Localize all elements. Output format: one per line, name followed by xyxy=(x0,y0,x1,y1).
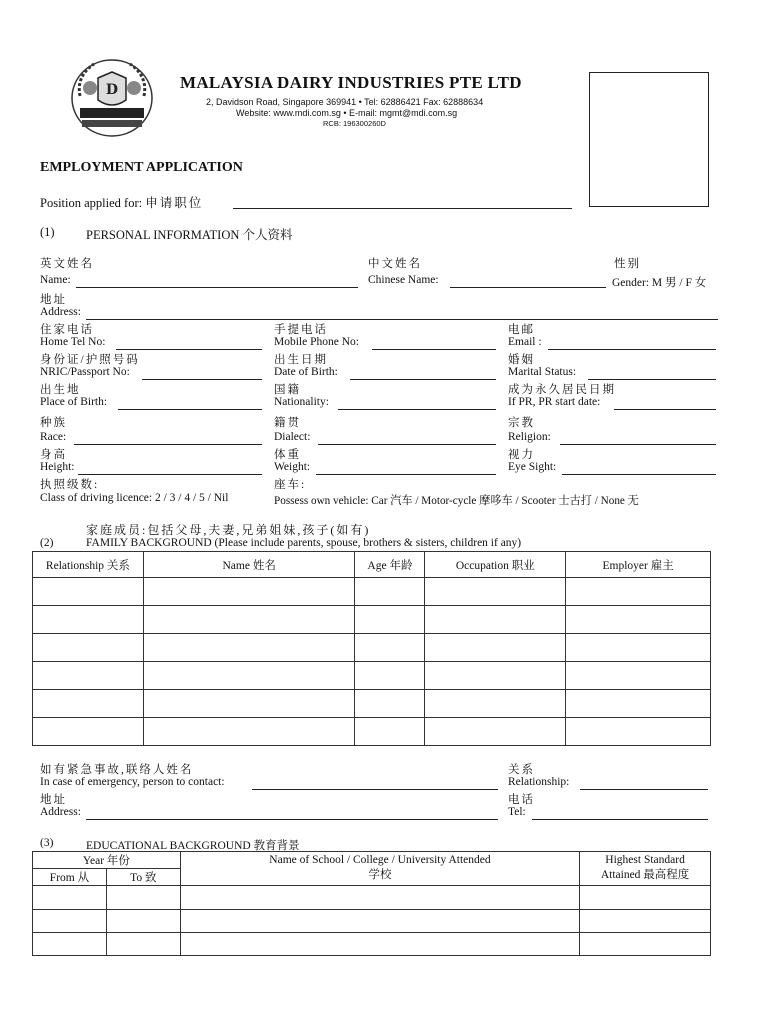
chinese-name-label: Chinese Name: xyxy=(368,274,439,286)
table-row[interactable] xyxy=(33,662,711,690)
emergency-address-cn: 地址 xyxy=(40,794,67,806)
col-school-label: Name of School / College / University Attended xyxy=(269,854,491,866)
emergency-relationship-label: Relationship: xyxy=(508,776,570,788)
company-address: 2, Davidson Road, Singapore 369941 • Tel: 62886421 Fax: 62888634 xyxy=(206,97,484,107)
form-title: EMPLOYMENT APPLICATION xyxy=(40,160,243,175)
company-web: Website: www.mdi.com.sg • E-mail: mgmt@mdi.com.sg xyxy=(236,108,458,118)
gender-label: Gender: M 男 / F 女 xyxy=(612,277,707,289)
religion-field[interactable] xyxy=(560,444,716,445)
mobile-label: Mobile Phone No: xyxy=(274,336,359,348)
col-standard-label-1: Highest Standard xyxy=(605,854,685,866)
weight-field[interactable] xyxy=(316,474,496,475)
emergency-address-label: Address: xyxy=(40,806,81,818)
dialect-field[interactable] xyxy=(318,444,496,445)
company-name: MALAYSIA DAIRY INDUSTRIES PTE LTD xyxy=(180,73,522,92)
home-tel-label: Home Tel No: xyxy=(40,336,106,348)
section2-cn-line: 家庭成员:包括父母,夫妻,兄弟姐妹,孩子(如有) xyxy=(86,523,371,537)
pr-label: If PR, PR start date: xyxy=(508,396,601,408)
home-tel-field[interactable] xyxy=(116,349,262,350)
email-cn: 电邮 xyxy=(508,324,535,336)
table-row[interactable] xyxy=(33,886,711,910)
dob-label: Date of Birth: xyxy=(274,366,338,378)
emergency-contact-label: In case of emergency, person to contact: xyxy=(40,776,225,788)
address-field[interactable] xyxy=(86,319,718,320)
nric-field[interactable] xyxy=(142,379,262,380)
mobile-cn: 手提电话 xyxy=(274,324,328,336)
pob-field[interactable] xyxy=(118,409,262,410)
table-row[interactable] xyxy=(33,718,711,746)
col-year: Year 年份 xyxy=(33,852,181,869)
section3-number: (3) xyxy=(40,837,54,849)
svg-text:D: D xyxy=(105,82,119,98)
col-to: To 致 xyxy=(106,869,180,886)
dialect-label: Dialect: xyxy=(274,431,311,443)
email-field[interactable] xyxy=(548,349,716,350)
dob-field[interactable] xyxy=(350,379,496,380)
name-field[interactable] xyxy=(76,287,358,288)
col-occupation: Occupation 职业 xyxy=(425,552,566,578)
marital-field[interactable] xyxy=(588,379,716,380)
company-rcb: RCB: 196300260D xyxy=(323,119,386,128)
position-field[interactable] xyxy=(233,208,572,209)
nationality-label: Nationality: xyxy=(274,396,329,408)
nationality-field[interactable] xyxy=(338,409,496,410)
table-row[interactable] xyxy=(33,933,711,956)
height-label: Height: xyxy=(40,461,75,473)
religion-cn: 宗教 xyxy=(508,417,535,429)
crest-logo-icon xyxy=(66,56,158,140)
email-label: Email : xyxy=(508,336,542,348)
pr-cn: 成为永久居民日期 xyxy=(508,384,616,396)
col-employer: Employer 雇主 xyxy=(566,552,711,578)
section1-number: (1) xyxy=(40,225,55,239)
col-age: Age 年龄 xyxy=(355,552,425,578)
weight-label: Weight: xyxy=(274,461,311,473)
home-tel-cn: 住家电话 xyxy=(40,324,94,336)
mobile-field[interactable] xyxy=(372,349,496,350)
emergency-contact-field[interactable] xyxy=(252,789,498,790)
emergency-relationship-field[interactable] xyxy=(580,789,708,790)
position-label: Position applied for: 申请职位 xyxy=(40,196,204,210)
eyesight-label: Eye Sight: xyxy=(508,461,557,473)
col-standard-label-2: Attained 最高程度 xyxy=(600,869,690,881)
height-cn: 身高 xyxy=(40,449,67,461)
section2-number: (2) xyxy=(40,537,54,549)
name-cn: 英文姓名 xyxy=(40,258,94,270)
gender-cn: 性别 xyxy=(614,258,641,270)
vehicle-label[interactable]: Possess own vehicle: Car 汽车 / Motor-cycle 摩哆车 / Scooter 士古打 / None 无 xyxy=(274,495,639,507)
emergency-tel-cn: 电话 xyxy=(508,794,535,806)
race-label: Race: xyxy=(40,431,67,443)
emergency-contact-cn: 如有紧急事故,联络人姓名 xyxy=(40,764,194,776)
eyesight-cn: 视力 xyxy=(508,449,535,461)
col-school xyxy=(180,852,579,886)
religion-label: Religion: xyxy=(508,431,551,443)
section3-title: EDUCATIONAL BACKGROUND 教育背景 xyxy=(86,840,300,852)
dob-cn: 出生日期 xyxy=(274,354,328,366)
col-relationship: Relationship 关系 xyxy=(33,552,144,578)
emergency-tel-field[interactable] xyxy=(532,819,708,820)
address-label: Address: xyxy=(40,306,81,318)
family-table xyxy=(32,551,711,746)
height-field[interactable] xyxy=(78,474,262,475)
licence-label[interactable]: Class of driving licence: 2 / 3 / 4 / 5 / Nil xyxy=(40,492,229,504)
nationality-cn: 国籍 xyxy=(274,384,301,396)
nric-label: NRIC/Passport No: xyxy=(40,366,130,378)
name-label: Name: xyxy=(40,274,71,286)
chinese-name-cn: 中文姓名 xyxy=(368,258,422,270)
pr-field[interactable] xyxy=(614,409,716,410)
col-school-cn: 学校 xyxy=(368,869,392,881)
race-field[interactable] xyxy=(74,444,262,445)
table-row[interactable] xyxy=(33,606,711,634)
table-row[interactable] xyxy=(33,690,711,718)
pob-cn: 出生地 xyxy=(40,384,81,396)
eyesight-field[interactable] xyxy=(562,474,716,475)
vehicle-cn: 座车: xyxy=(274,479,307,491)
marital-cn: 婚姻 xyxy=(508,354,535,366)
table-row[interactable] xyxy=(33,634,711,662)
photo-box[interactable] xyxy=(589,72,709,207)
col-from: From 从 xyxy=(33,869,107,886)
chinese-name-field[interactable] xyxy=(450,287,606,288)
emergency-address-field[interactable] xyxy=(86,819,498,820)
pob-label: Place of Birth: xyxy=(40,396,108,408)
education-table xyxy=(32,851,711,956)
family-table-header xyxy=(33,552,711,578)
race-cn: 种族 xyxy=(40,417,67,429)
marital-label: Marital Status: xyxy=(508,366,577,378)
section2-title: FAMILY BACKGROUND (Please include parents, spouse, brothers & sisters, children if any) xyxy=(86,537,522,549)
emergency-relationship-cn: 关系 xyxy=(508,764,535,776)
col-standard xyxy=(580,852,711,886)
table-row[interactable] xyxy=(33,578,711,606)
dialect-cn: 籍贯 xyxy=(274,417,301,429)
weight-cn: 体重 xyxy=(274,449,301,461)
col-name: Name 姓名 xyxy=(143,552,355,578)
section1-title: PERSONAL INFORMATION 个人资料 xyxy=(86,228,293,242)
address-cn: 地址 xyxy=(40,294,67,306)
nric-cn: 身份证/护照号码 xyxy=(40,354,140,366)
emergency-tel-label: Tel: xyxy=(508,806,526,818)
table-row[interactable] xyxy=(33,910,711,933)
licence-cn: 执照级数: xyxy=(40,479,100,491)
